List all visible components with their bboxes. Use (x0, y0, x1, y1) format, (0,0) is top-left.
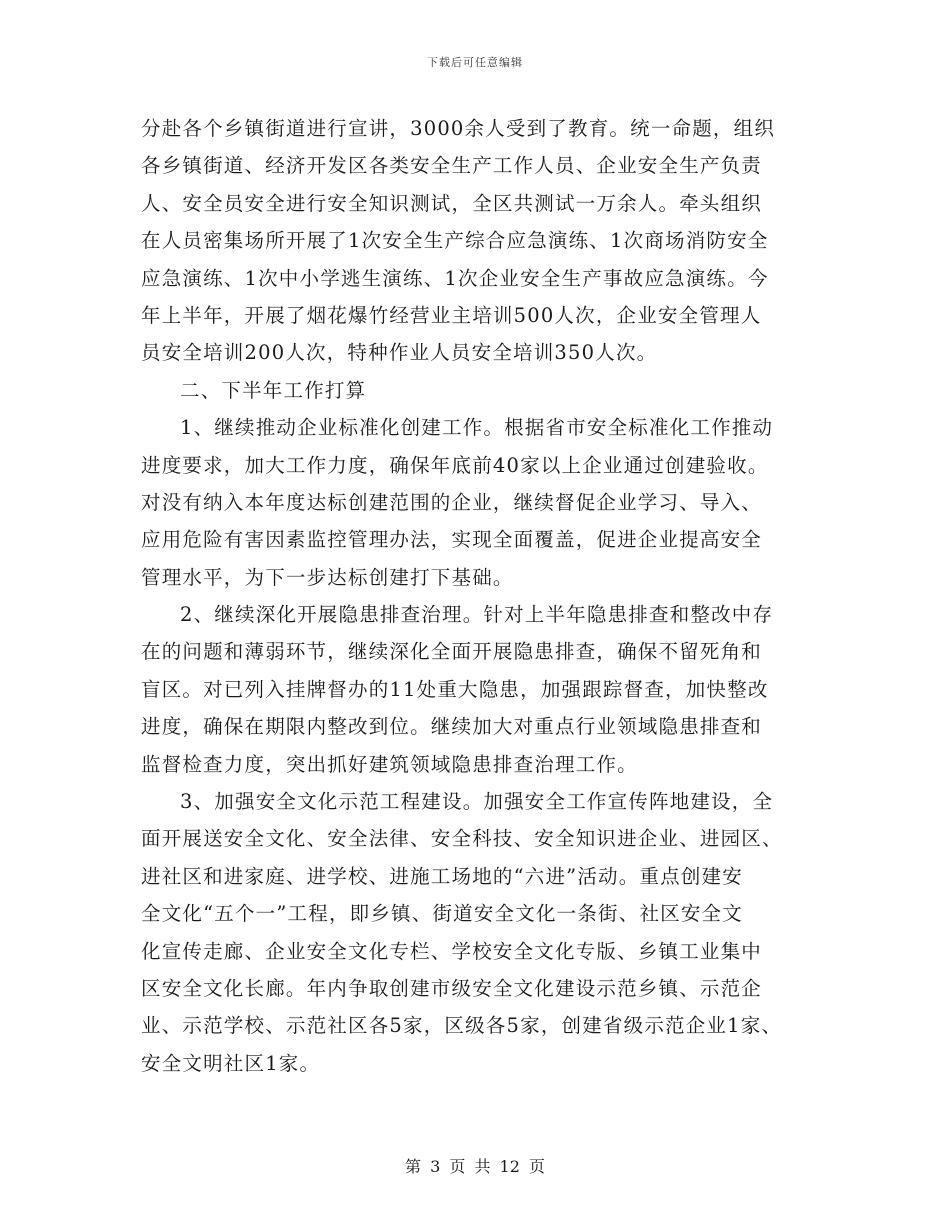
paragraph-start: 3、加强安全文化示范工程建设。加强安全工作宣传阵地建设，全 (180, 790, 774, 814)
text-line: 对没有纳入本年度达标创建范围的企业，继续督促企业学习、导入、 (141, 490, 763, 514)
text-line: 年上半年，开展了烟花爆竹经营业主培训500人次，企业安全管理人 (141, 303, 762, 327)
text-line: 人、安全员安全进行安全知识测试，全区共测试一万余人。牵头组织 (141, 191, 763, 215)
text-line: 在的问题和薄弱环节，继续深化全面开展隐患排查，确保不留死角和 (141, 640, 763, 664)
page-footer: 第 3 页 共 12 页 (405, 1157, 545, 1176)
text-line: 在人员密集场所开展了1次安全生产综合应急演练、1次商场消防安全 (141, 229, 769, 253)
text-line: 员安全培训200人次，特种作业人员安全培训350人次。 (141, 341, 658, 365)
document-body (141, 110, 811, 1082)
text-line: 应急演练、1次中小学逃生演练、1次企业安全生产事故应急演练。今 (141, 266, 769, 290)
text-line: 化宣传走廊、企业安全文化专栏、学校安全文化专版、乡镇工业集中 (141, 939, 763, 963)
paragraph-start: 1、继续推动企业标准化创建工作。根据省市安全标准化工作推动 (180, 416, 774, 440)
text-line: 区安全文化长廊。年内争取创建市级安全文化建设示范乡镇、示范企 (141, 976, 763, 1000)
text-line: 分赴各个乡镇街道进行宣讲，3000余人受到了教育。统一命题，组织 (141, 117, 776, 140)
text-line: 盲区。对已列入挂牌督办的11处重大隐患，加强跟踪督查，加快整改 (141, 677, 769, 701)
text-line: 各乡镇街道、经济开发区各类安全生产工作人员、企业安全生产负责 (141, 154, 763, 178)
text-line: 应用危险有害因素监控管理办法，实现全面覆盖，促进企业提高安全 (141, 528, 763, 552)
paragraph-start: 2、继续深化开展隐患排查治理。针对上半年隐患排查和整改中存 (180, 603, 774, 627)
text-line: 安全文明社区1家。 (141, 1051, 321, 1075)
text-line: 进社区和进家庭、进学校、进施工场地的“六进”活动。重点创建安 (141, 864, 743, 888)
text-line: 进度要求，加大工作力度，确保年底前40家以上企业通过创建验收。 (141, 453, 769, 477)
text-line: 面开展送安全文化、安全法律、安全科技、安全知识进企业、进园区、 (141, 827, 783, 851)
text-line: 业、示范学校、示范社区各5家，区级各5家，创建省级示范企业1家、 (141, 1014, 783, 1038)
text-line: 进度，确保在期限内整改到位。继续加大对重点行业领域隐患排查和 (141, 715, 763, 739)
text-line: 全文化“五个一”工程，即乡镇、街道安全文化一条街、社区安全文 (141, 902, 743, 926)
section-heading: 二、下半年工作打算 (180, 378, 367, 402)
page-header: 下载后可任意编辑 (427, 56, 523, 69)
text-line: 管理水平，为下一步达标创建打下基础。 (141, 565, 514, 589)
text-line: 监督检查力度，突出抓好建筑领域隐患排查治理工作。 (141, 752, 638, 776)
